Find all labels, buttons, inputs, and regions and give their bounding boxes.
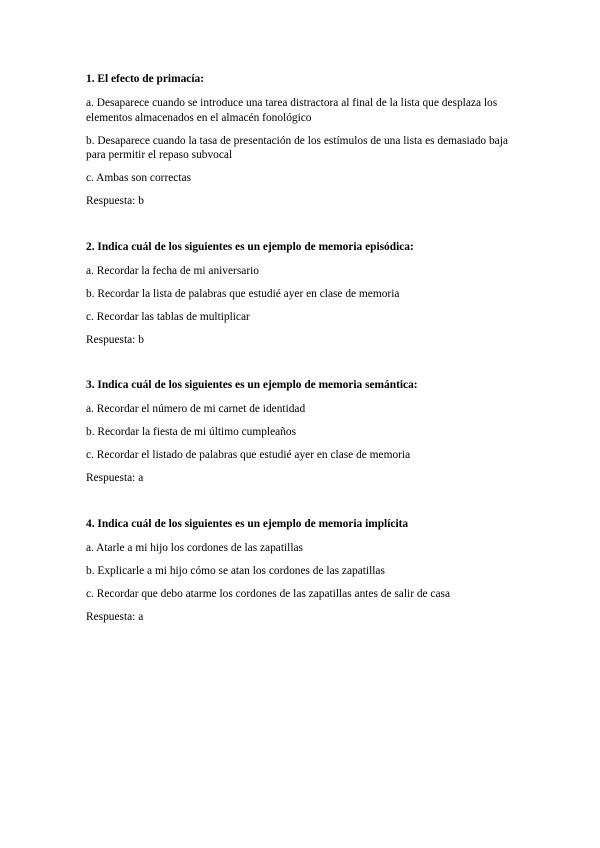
option-c: c. Recordar que debo atarme los cordones de las zapatillas antes de salir de casa	[86, 587, 451, 600]
option-b: b. Desaparece cuando la tasa de presentación de los estímulos de una lista es demasiado baja para permitir el repaso subvocal	[86, 134, 508, 161]
option-b: b. Recordar la fiesta de mi último cumpleaños	[86, 426, 297, 438]
document-page	[86, 72, 526, 655]
option-a: a. Desaparece cuando se introduce una tarea distractora al final de la lista que desplaza los elementos almacenados en el almacén fonológico	[86, 97, 498, 124]
question-3	[86, 378, 526, 486]
option-c: c. Recordar el listado de palabras que estudié ayer en clase de memoria	[86, 449, 411, 461]
option-a: a. Atarle a mi hijo los cordones de las zapatillas	[86, 541, 303, 554]
question-4	[86, 517, 526, 625]
option-a: a. Recordar la fecha de mi aniversario	[86, 264, 259, 277]
option-a: a. Recordar el número de mi carnet de identidad	[86, 403, 306, 415]
answer: Respuesta: b	[86, 333, 144, 346]
question-title: 4. Indica cuál de los siguientes es un ejemplo de memoria implícita	[86, 517, 409, 530]
question-2	[86, 240, 526, 348]
question-title: 2. Indica cuál de los siguientes es un ejemplo de memoria episódica:	[86, 240, 414, 253]
answer: Respuesta: a	[86, 472, 144, 484]
option-c: c. Recordar las tablas de multiplicar	[86, 310, 250, 323]
question-1	[86, 72, 526, 209]
question-title: 1. El efecto de primacía:	[86, 73, 204, 85]
option-b: b. Explicarle a mi hijo cómo se atan los cordones de las zapatillas	[86, 564, 385, 577]
question-title: 3. Indica cuál de los siguientes es un ejemplo de memoria semántica:	[86, 379, 418, 391]
option-c: c. Ambas son correctas	[86, 172, 192, 184]
option-b: b. Recordar la lista de palabras que estudié ayer en clase de memoria	[86, 287, 400, 300]
answer: Respuesta: b	[86, 195, 144, 207]
answer: Respuesta: a	[86, 610, 144, 623]
